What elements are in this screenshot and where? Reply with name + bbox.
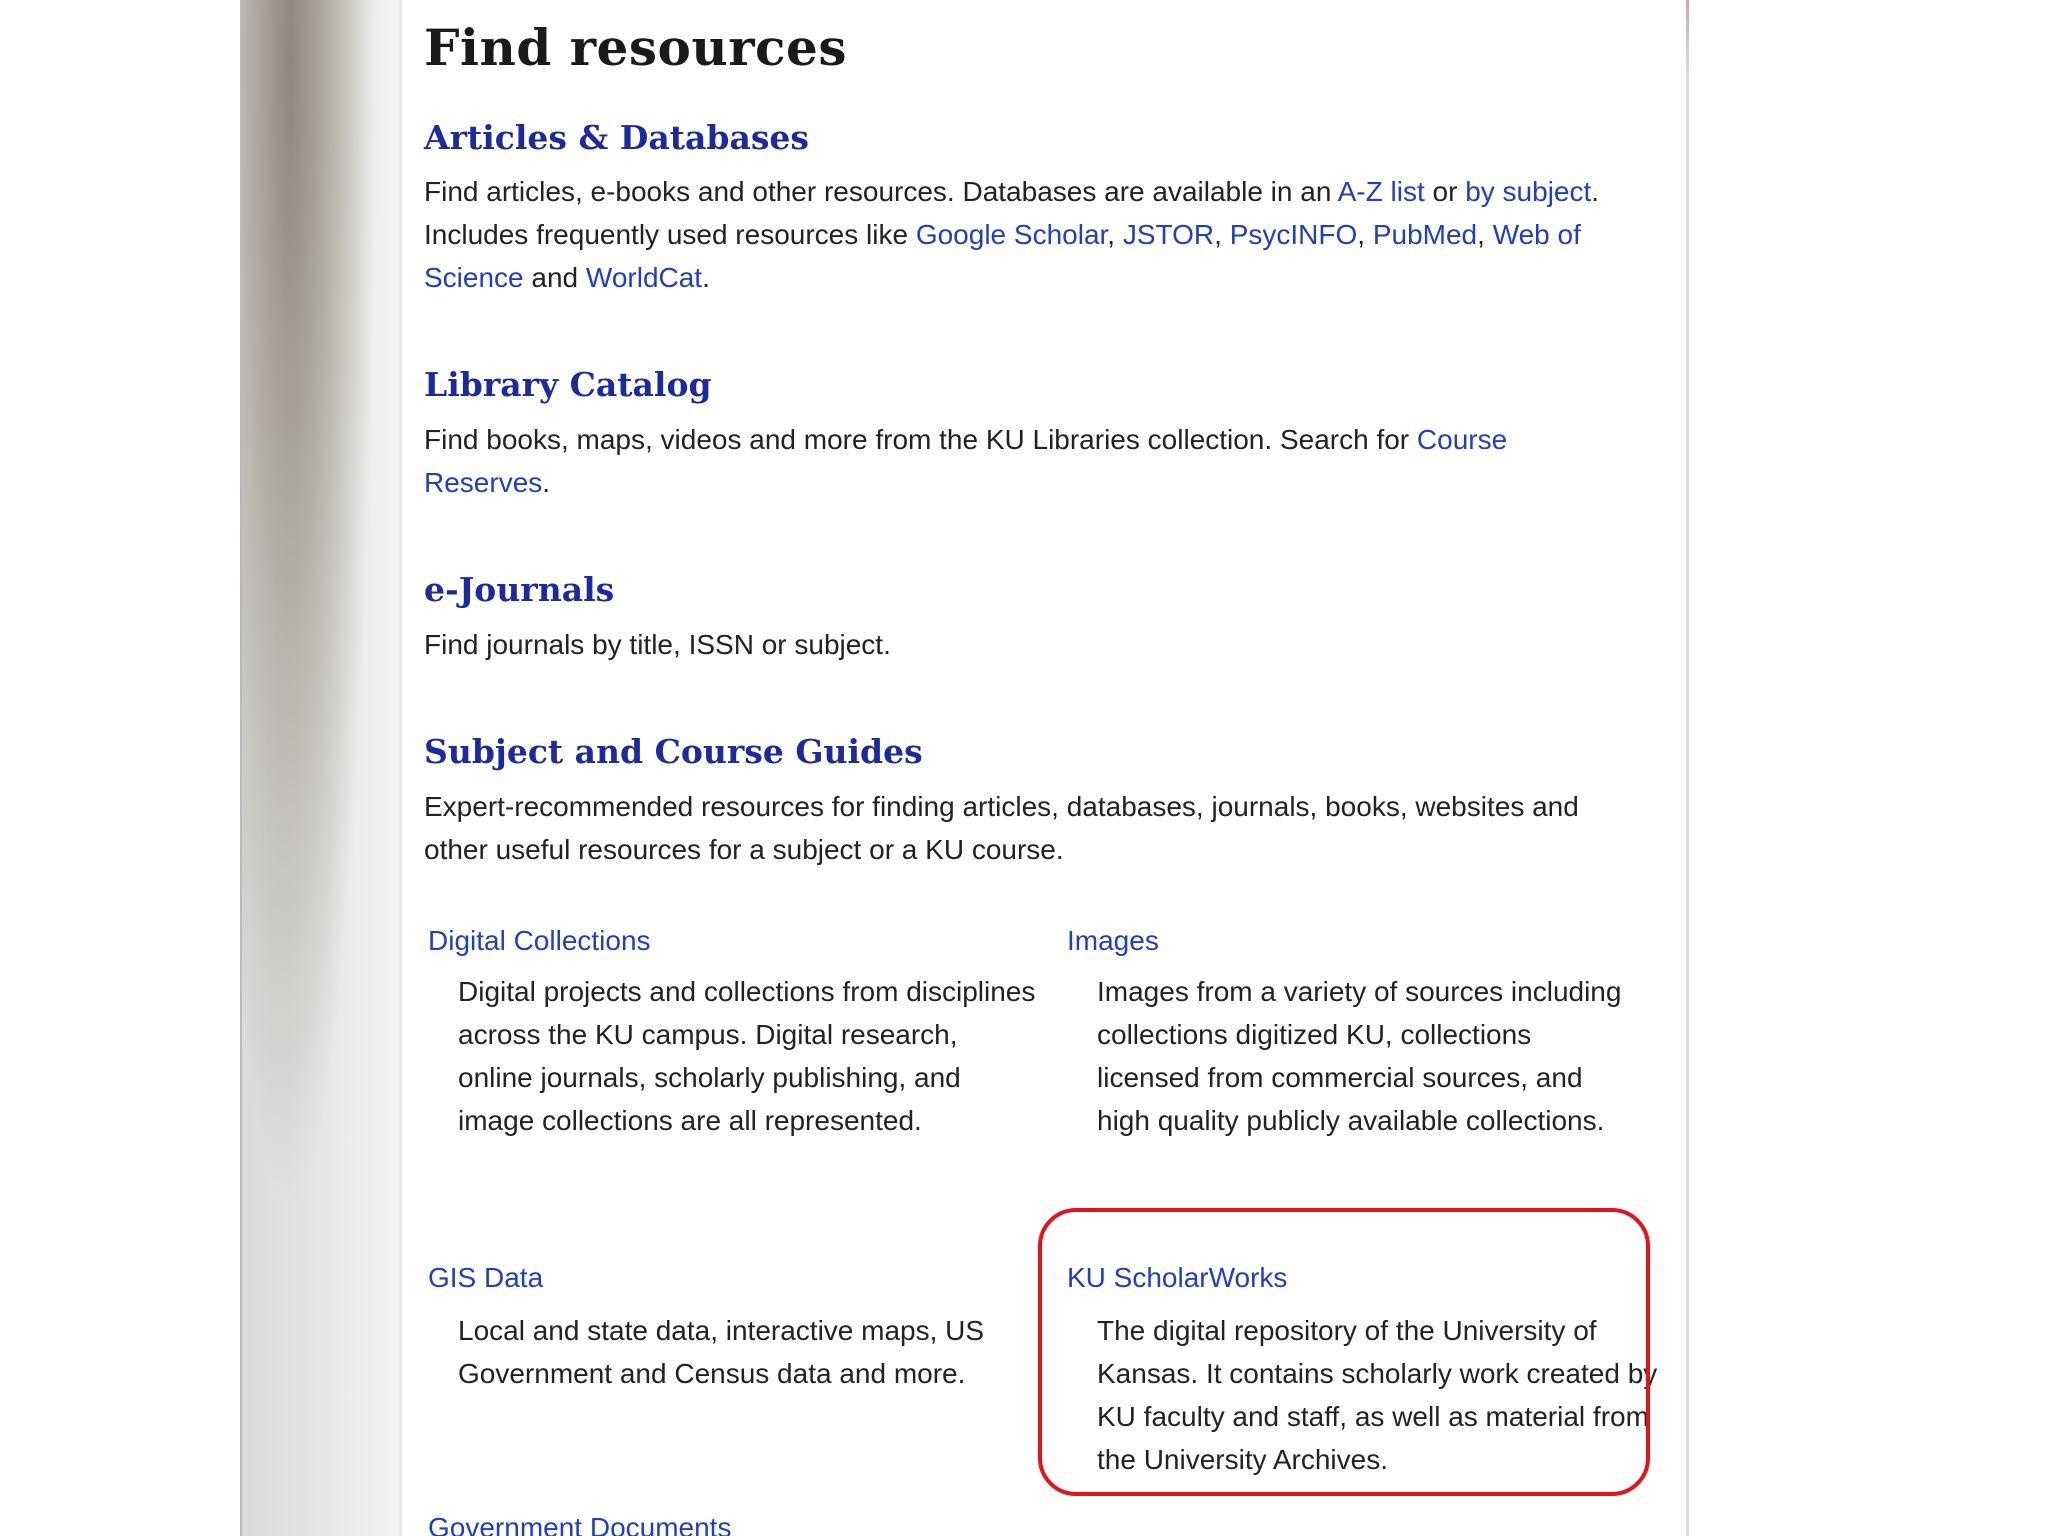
catalog-text: . — [542, 467, 551, 498]
articles-databases-description — [424, 170, 1634, 299]
subject-course-guides-heading-link[interactable]: Subject and Course Guides — [424, 732, 923, 771]
pubmed-link[interactable]: PubMed — [1372, 219, 1478, 250]
by-subject-link[interactable]: by subject — [1465, 176, 1592, 207]
jstor-link[interactable]: JSTOR — [1122, 219, 1215, 250]
e-journals-heading-link[interactable]: e-Journals — [424, 570, 615, 609]
page-right-border — [1686, 0, 1689, 1536]
catalog-text: Find books, maps, videos and more from the KU Libraries collection. Search for — [424, 424, 1417, 455]
articles-databases-heading-link[interactable]: Articles & Databases — [424, 118, 809, 157]
page-right-border-accent — [1686, 0, 1689, 70]
worldcat-link[interactable]: WorldCat — [585, 262, 703, 293]
articles-separator: , — [1214, 219, 1230, 250]
google-scholar-link[interactable]: Google Scholar — [915, 219, 1108, 250]
articles-text: Find articles, e-books and other resources. Databases are available in an — [424, 176, 1338, 207]
library-catalog-description — [424, 418, 1634, 504]
a-z-list-link[interactable]: A-Z list — [1337, 176, 1425, 207]
images-description: Images from a variety of sources including collections digitized KU, collections licensed from commercial sources, and high quality publicly available collections. — [1097, 976, 1622, 1136]
government-documents-link[interactable]: Government Documents — [428, 1512, 732, 1536]
articles-text: . Includes frequently used resources like — [424, 176, 1600, 250]
psycinfo-link[interactable]: PsycINFO — [1229, 219, 1358, 250]
library-catalog-heading-link[interactable]: Library Catalog — [424, 365, 712, 404]
digital-collections-description: Digital projects and collections from disciplines across the KU campus. Digital research, online journals, scholarly publishing, and image collections are all represented. — [458, 976, 1036, 1136]
web-of-science-link[interactable]: Web of Science — [424, 219, 1581, 293]
images-link[interactable]: Images — [1067, 925, 1159, 956]
articles-text: . — [702, 262, 710, 293]
articles-separator: , — [1107, 219, 1123, 250]
articles-separator: , — [1357, 219, 1373, 250]
ku-scholarworks-description: The digital repository of the University of Kansas. It contains scholarly work created by KU faculty and staff, as well as material from the University Archives. — [1097, 1315, 1658, 1475]
course-reserves-link[interactable]: Course Reserves — [424, 424, 1508, 498]
gis-data-description: Local and state data, interactive maps, US Government and Census data and more. — [458, 1315, 985, 1389]
e-journals-description: Find journals by title, ISSN or subject. — [424, 629, 891, 660]
gis-data-link[interactable]: GIS Data — [428, 1262, 544, 1293]
subject-course-guides-description: Expert-recommended resources for finding articles, databases, journals, books, websites and other useful resources for a subject or a KU course. — [424, 791, 1579, 865]
sidebar-photo-strip — [242, 0, 402, 1536]
ku-scholarworks-link[interactable]: KU ScholarWorks — [1067, 1262, 1288, 1293]
articles-text: and — [523, 262, 586, 293]
articles-separator: , — [1477, 219, 1493, 250]
articles-text: or — [1424, 176, 1466, 207]
page-title: Find resources — [424, 18, 847, 77]
digital-collections-link[interactable]: Digital Collections — [428, 925, 651, 956]
